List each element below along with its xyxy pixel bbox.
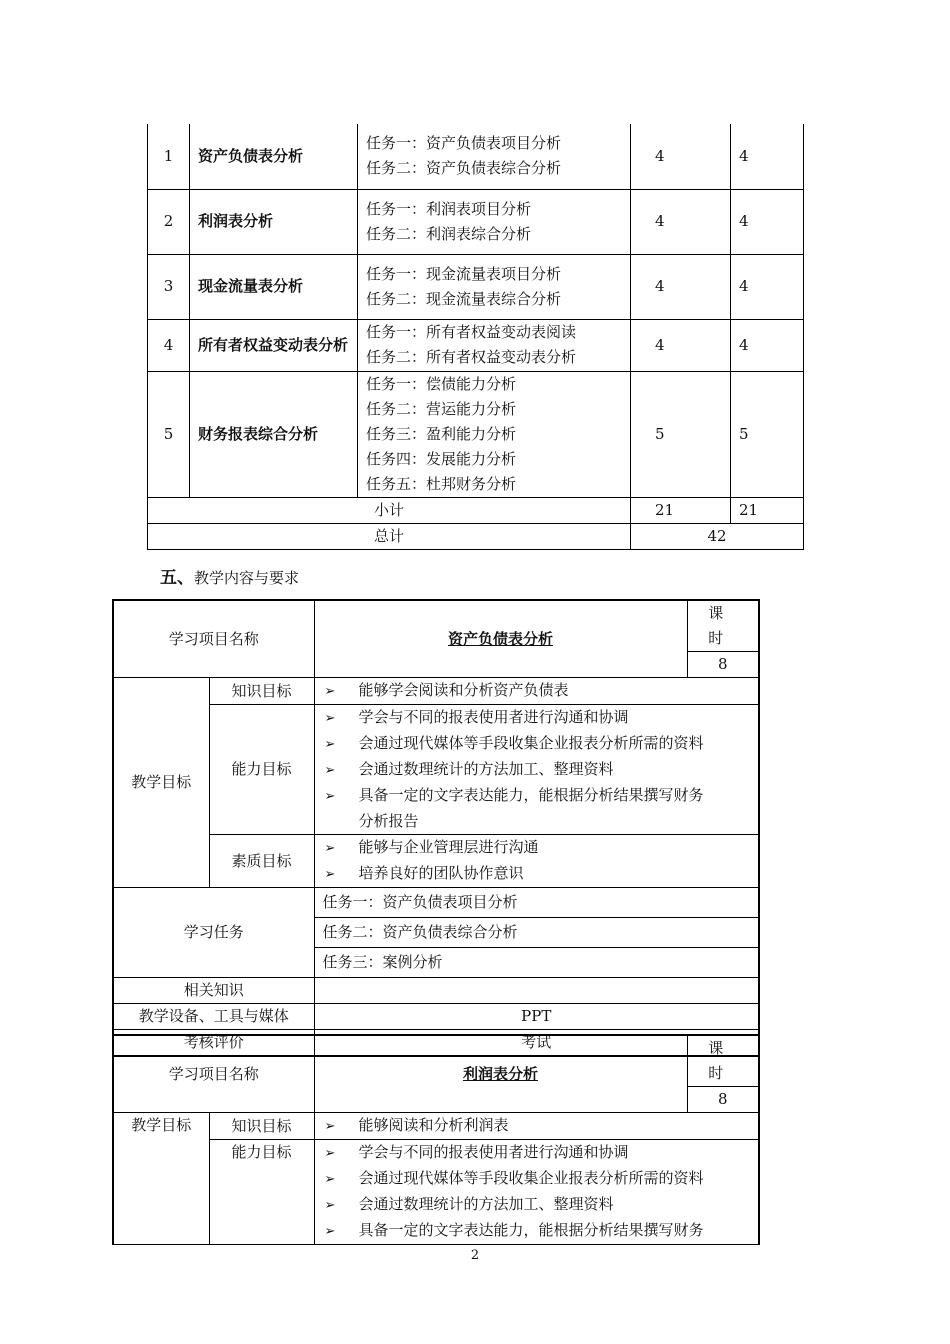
hours-cell: 4 (731, 254, 804, 319)
quality-goal-list (314, 835, 759, 888)
list-item (323, 1218, 751, 1244)
hours-label (687, 600, 759, 652)
task-item: 任务一：所有者权益变动表阅读 (366, 323, 577, 341)
hours-value: 8 (687, 1087, 759, 1113)
list-item (323, 1166, 751, 1192)
task-list (358, 124, 631, 189)
task-item: 任务二：营运能力分析 (366, 399, 517, 418)
learning-task: 任务二：资产负债表综合分析 (314, 918, 759, 948)
ability-goal-list (314, 705, 759, 835)
page-number: 2 (470, 1248, 480, 1263)
project-table (112, 1034, 760, 1245)
project-name: 资产负债表分析 (190, 124, 358, 189)
ability-goal-label: 能力目标 (209, 1140, 314, 1245)
list-item (323, 861, 751, 887)
row-number: 4 (148, 319, 190, 371)
list-item-text: 会通过数理统计的方法加工、整理资料 (358, 760, 614, 778)
task-item: 任务二：资产负债表综合分析 (366, 159, 562, 178)
list-item (323, 1140, 751, 1166)
table-row (148, 254, 804, 319)
ability-goal-list (314, 1140, 759, 1245)
task-item: 任务三：盈利能力分析 (366, 424, 517, 443)
list-item-text: 会通过数理统计的方法加工、整理资料 (358, 1195, 614, 1213)
related-knowledge-label: 相关知识 (113, 978, 314, 1004)
list-item-continuation: 分析报告 (358, 812, 419, 830)
list-item-text: 学会与不同的报表使用者进行沟通和协调 (358, 1143, 629, 1161)
task-item: 任务二：所有者权益变动表分析 (366, 348, 577, 366)
list-item (323, 678, 751, 704)
total-label: 总计 (148, 523, 631, 549)
arrow-bullet-icon: ➢ (324, 711, 336, 726)
schedule-table (147, 124, 804, 550)
hours-cell: 4 (631, 124, 731, 189)
arrow-bullet-icon: ➢ (324, 684, 336, 699)
list-item (323, 705, 751, 731)
list-item-text: 具备一定的文字表达能力，能根据分析结果撰写财务 (358, 1221, 704, 1239)
list-item-text: 学会与不同的报表使用者进行沟通和协调 (358, 708, 629, 726)
project-table (112, 599, 760, 1057)
section-title: 教学内容与要求 (194, 569, 300, 587)
hours-cell: 4 (631, 254, 731, 319)
project-name: 财务报表综合分析 (190, 371, 358, 497)
arrow-bullet-icon: ➢ (324, 1146, 336, 1161)
list-item-text: 能够学会阅读和分析资产负债表 (358, 681, 569, 699)
assessment-label: 考核评价 (113, 1030, 314, 1057)
arrow-bullet-icon: ➢ (324, 763, 336, 778)
arrow-bullet-icon: ➢ (324, 1224, 336, 1239)
task-item: 任务一：资产负债表项目分析 (366, 134, 562, 153)
row-number: 3 (148, 254, 190, 319)
row-number: 5 (148, 371, 190, 497)
project-title-text: 资产负债表分析 (448, 629, 554, 648)
table-row (148, 319, 804, 371)
arrow-bullet-icon: ➢ (324, 841, 336, 856)
ability-goal-label: 能力目标 (209, 705, 314, 835)
task-item: 任务二：利润表综合分析 (366, 224, 532, 243)
list-item-text: 会通过现代媒体等手段收集企业报表分析所需的资料 (358, 734, 704, 752)
hours-cell: 4 (731, 319, 804, 371)
hours-label (687, 1035, 759, 1087)
row-number: 1 (148, 124, 190, 189)
task-item: 任务一：利润表项目分析 (366, 199, 532, 218)
project-title (314, 600, 687, 678)
teaching-goals-label: 教学目标 (113, 678, 209, 888)
assessment-value: 考试 (314, 1030, 759, 1057)
list-item-text: 具备一定的文字表达能力，能根据分析结果撰写财务 (358, 786, 704, 804)
learning-task: 任务一：资产负债表项目分析 (314, 888, 759, 918)
total-value: 42 (631, 523, 804, 549)
hours-cell: 4 (731, 189, 804, 254)
task-item: 任务一：现金流量表项目分析 (366, 264, 562, 283)
hours-label-text: 课 时 (708, 604, 738, 647)
arrow-bullet-icon: ➢ (324, 1198, 336, 1213)
table-row (148, 371, 804, 497)
arrow-bullet-icon: ➢ (324, 737, 336, 752)
list-item-text: 能够与企业管理层进行沟通 (358, 838, 539, 856)
arrow-bullet-icon: ➢ (324, 789, 336, 804)
subtotal-row (148, 497, 804, 523)
project-name: 利润表分析 (190, 189, 358, 254)
hours-cell: 4 (731, 124, 804, 189)
task-item: 任务五：杜邦财务分析 (366, 474, 517, 493)
subtotal-label: 小计 (148, 497, 631, 523)
list-item (323, 757, 751, 783)
hours-cell: 5 (631, 371, 731, 497)
task-item: 任务四：发展能力分析 (366, 449, 517, 468)
arrow-bullet-icon: ➢ (324, 1119, 336, 1134)
project-title (314, 1035, 687, 1113)
project-title-text: 利润表分析 (463, 1064, 539, 1083)
arrow-bullet-icon: ➢ (324, 867, 336, 882)
knowledge-goal-label: 知识目标 (209, 1113, 314, 1140)
hours-cell: 5 (731, 371, 804, 497)
section-heading (160, 563, 299, 588)
task-list (358, 371, 631, 497)
project-name: 现金流量表分析 (190, 254, 358, 319)
task-list (358, 254, 631, 319)
learning-task: 任务三：案例分析 (314, 948, 759, 978)
subtotal-value: 21 (731, 497, 804, 523)
learning-tasks-label: 学习任务 (113, 888, 314, 978)
knowledge-goal-list (314, 678, 759, 705)
knowledge-goal-list (314, 1113, 759, 1140)
table-row (148, 189, 804, 254)
project-name: 所有者权益变动表分析 (190, 319, 358, 371)
list-item-text: 培养良好的团队协作意识 (358, 864, 524, 882)
knowledge-goal-label: 知识目标 (209, 678, 314, 705)
list-item-text: 能够阅读和分析利润表 (358, 1116, 509, 1134)
list-item (323, 835, 751, 861)
task-item: 任务一：偿债能力分析 (366, 374, 517, 393)
total-row (148, 523, 804, 549)
project-name-label: 学习项目名称 (113, 1035, 314, 1113)
hours-value: 8 (687, 652, 759, 678)
hours-cell: 4 (631, 319, 731, 371)
related-knowledge-value (314, 978, 759, 1004)
table-row (148, 124, 804, 189)
list-item (323, 783, 751, 809)
arrow-bullet-icon: ➢ (324, 1172, 336, 1187)
list-item (323, 1113, 751, 1139)
task-list (358, 319, 631, 371)
list-item (323, 731, 751, 757)
task-list (358, 189, 631, 254)
project-name-label: 学习项目名称 (113, 600, 314, 678)
section-number: 五、 (160, 568, 194, 588)
hours-label-text: 课 时 (708, 1039, 738, 1082)
list-item-text: 会通过现代媒体等手段收集企业报表分析所需的资料 (358, 1169, 704, 1187)
equipment-value: PPT (314, 1004, 759, 1030)
quality-goal-label: 素质目标 (209, 835, 314, 888)
subtotal-value: 21 (631, 497, 731, 523)
list-item (323, 1192, 751, 1218)
teaching-goals-label: 教学目标 (113, 1113, 209, 1245)
row-number: 2 (148, 189, 190, 254)
equipment-label: 教学设备、工具与媒体 (113, 1004, 314, 1030)
task-item: 任务二：现金流量表综合分析 (366, 289, 562, 308)
hours-cell: 4 (631, 189, 731, 254)
